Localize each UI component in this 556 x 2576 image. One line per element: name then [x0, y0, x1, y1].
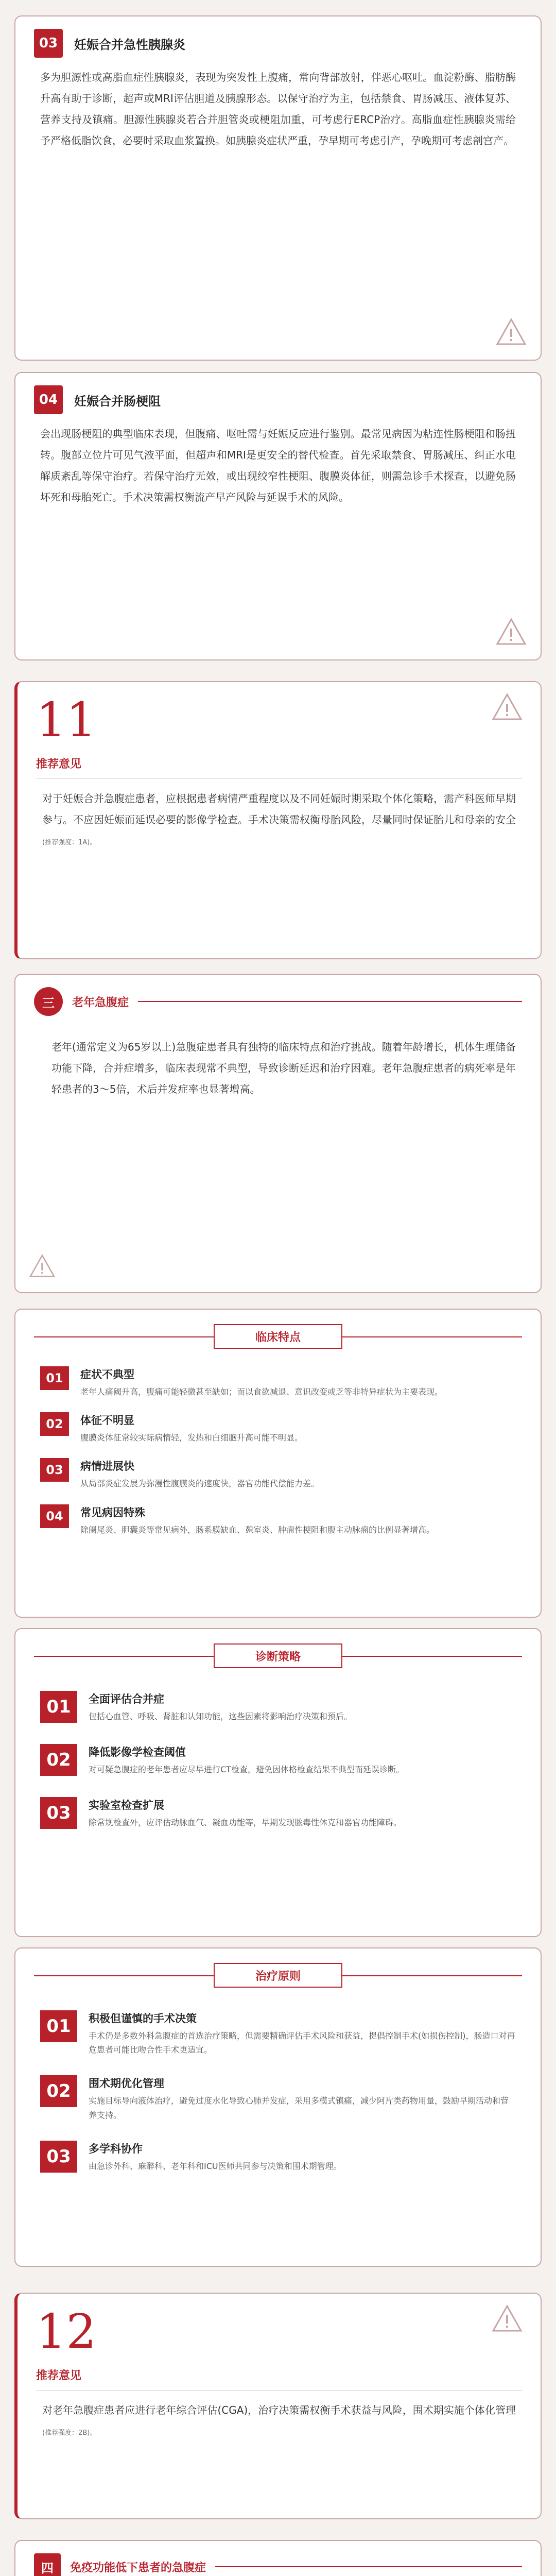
recommendation-11-card [14, 681, 542, 959]
divider [215, 2566, 522, 2567]
recommendation-strength: (推荐强度：2B)。 [42, 2429, 97, 2437]
item-title: 全面评估合并症 [89, 1693, 164, 1705]
item-title: 积极但谨慎的手术决策 [89, 2012, 197, 2025]
clinical-features-panel [14, 1309, 542, 1618]
panel-title: 治疗原则 [214, 1963, 342, 1988]
item-description: 对可疑急腹症的老年患者应尽早进行CT检查，避免因体格检查结果不典型而延误诊断。 [89, 1765, 404, 1775]
item-description: 除常规检查外，应评估动脉血气、凝血功能等，早期发现脓毒性休克和器官功能障碍。 [89, 1818, 402, 1828]
item-number: 01 [40, 1366, 69, 1390]
item-number: 03 [40, 1458, 69, 1482]
recommendation-label: 推荐意见 [36, 758, 82, 771]
warning-icon [489, 2301, 525, 2337]
warning-icon [489, 689, 525, 725]
diagnosis-strategy-panel [14, 1628, 542, 1937]
list-item [40, 2141, 516, 2173]
pregnancy-pancreatitis-card [14, 15, 542, 361]
section-number-badge: 04 [34, 385, 63, 414]
warning-icon [493, 314, 529, 350]
section-number-badge: 03 [34, 29, 63, 58]
section-number-badge: 四 [34, 2553, 61, 2576]
recommendation-text: 对老年急腹症患者应进行老年综合评估(CGA)，治疗决策需权衡手术获益与风险，围术期实施个体化管理(推荐强度：2B)。 [42, 2404, 516, 2437]
recommendation-text: 对于妊娠合并急腹症患者，应根据患者病情严重程度以及不同妊娠时期采取个体化策略，需产科医师早期参与。不应因妊娠而延误必要的影像学检查。手术决策需权衡母胎风险，尽量同时保证胎儿和母亲的安全(推荐强度：1A)。 [42, 792, 516, 846]
item-title: 围术期优化管理 [89, 2077, 164, 2090]
warning-icon [493, 614, 529, 650]
item-title: 降低影像学检查阈值 [89, 1746, 186, 1759]
recommendation-12-card [14, 2293, 542, 2519]
section-body: 会出现肠梗阻的典型临床表现，但腹痛、呕吐需与妊娠反应进行鉴别。最常见病因为粘连性肠梗阻和肠扭转。腹部立位片可见气液平面，但超声和MRI是更安全的替代检查。首先采取禁食、胃肠减压、纠正水电解质紊乱等保守治疗。若保守治疗无效，或出现绞窄性梗阻、腹膜炎体征，则需急诊手术探查，以避免肠坏死和母胎死亡。手术决策需权衡流产早产风险与延误手术的风险。 [40, 428, 516, 503]
list-item [40, 1744, 516, 1776]
pregnancy-bowel-obstruction-card [14, 372, 542, 660]
item-number: 04 [40, 1504, 69, 1528]
section-title: 妊娠合并急性胰腺炎 [74, 37, 185, 52]
recommendation-label: 推荐意见 [36, 2369, 82, 2382]
item-description: 实施目标导向液体治疗，避免过度水化导致心肺并发症，采用多模式镇痛，减少阿片类药物用量，鼓励早期活动和营养支持。 [89, 2096, 509, 2120]
panel-title: 诊断策略 [214, 1643, 342, 1668]
elderly-acute-abdomen-card [14, 974, 542, 1293]
clinical-features-list [40, 1366, 516, 1550]
item-number: 02 [40, 1412, 69, 1436]
item-number: 01 [40, 1691, 77, 1723]
panel-title: 临床特点 [214, 1324, 342, 1349]
immunocompromised-card [14, 2540, 542, 2576]
list-item [40, 1412, 516, 1445]
item-description: 手术仍是多数外科急腹症的首选治疗策略，但需要精确评估手术风险和获益，提倡控制手术(如损伤控制)，肠造口对再危患者可能比吻合性手术更适宜。 [89, 2031, 515, 2055]
item-description: 除阑尾炎、胆囊炎等常见病外，肠系膜缺血、憩室炎、肿瘤性梗阻和腹主动脉瘤的比例显著增高。 [80, 1524, 435, 1535]
item-description: 老年人痛阈升高，腹痛可能轻微甚至缺如；而以食欲减退、意识改变或乏等非特异症状为主要表现。 [80, 1387, 443, 1397]
recommendation-number: 11 [36, 692, 97, 748]
treatment-list [40, 2010, 516, 2187]
list-item [40, 1504, 516, 1537]
item-description: 包括心血管、呼吸、肾脏和认知功能，这些因素将影响治疗决策和预后。 [89, 1711, 353, 1721]
divider [138, 1001, 522, 1002]
item-title: 体征不明显 [80, 1414, 134, 1427]
section-body: 多为胆源性或高脂血症性胰腺炎，表现为突发性上腹痛，常向背部放射，伴恶心呕吐。血淀粉酶、脂肪酶升高有助于诊断，超声或MRI评估胆道及胰腺形态。以保守治疗为主，包括禁食、胃肠减压、液体复苏、营养支持及镇痛。胆源性胰腺炎若合并胆管炎或梗阻加重，可考虑行ERCP治疗。高脂血症性胰腺炎需给予严格低脂饮食，必要时采取血浆置换。如胰腺炎症状严重，孕早期可考虑引产，孕晚期可考虑剖宫产。 [40, 71, 516, 147]
recommendation-number: 12 [36, 2304, 97, 2359]
diagnosis-list [40, 1691, 516, 1843]
item-description: 由急诊外科、麻醉科、老年科和ICU医师共同参与决策和围术期管理。 [89, 2161, 342, 2171]
list-item [40, 2075, 516, 2122]
list-item [40, 1458, 516, 1490]
section-number-badge: 三 [34, 987, 63, 1016]
section-title: 免疫功能低下患者的急腹症 [70, 2561, 206, 2574]
list-item [40, 1366, 516, 1399]
section-body: 老年(通常定义为65岁以上)急腹症患者具有独特的临床特点和治疗挑战。随着年龄增长，机体生理储备功能下降，合并症增多，临床表现常不典型，导致诊断延迟和治疗困难。老年急腹症患者的病死率是年轻患者的3～5倍，术后并发症率也显著增高。 [51, 1041, 516, 1095]
warning-icon [27, 1251, 58, 1282]
item-description: 腹膜炎体征常较实际病情轻，发热和白细胞升高可能不明显。 [80, 1433, 303, 1443]
list-item [40, 2010, 516, 2057]
item-number: 02 [40, 2075, 77, 2107]
list-item [40, 1797, 516, 1829]
item-title: 常见病因特殊 [80, 1506, 145, 1519]
item-title: 实验室检查扩展 [89, 1799, 164, 1812]
item-title: 症状不典型 [80, 1368, 134, 1381]
item-number: 03 [40, 2141, 77, 2173]
item-title: 病情进展快 [80, 1460, 134, 1473]
item-description: 从局部炎症发展为弥漫性腹膜炎的速度快，器官功能代偿能力差。 [80, 1479, 320, 1489]
section-title: 老年急腹症 [72, 996, 129, 1009]
item-number: 01 [40, 2010, 77, 2042]
recommendation-strength: (推荐强度：1A)。 [42, 839, 97, 846]
item-number: 02 [40, 1744, 77, 1776]
section-title: 妊娠合并肠梗阻 [74, 394, 161, 409]
treatment-principles-panel [14, 1947, 542, 2267]
item-title: 多学科协作 [89, 2142, 143, 2155]
list-item [40, 1691, 516, 1723]
item-number: 03 [40, 1797, 77, 1829]
